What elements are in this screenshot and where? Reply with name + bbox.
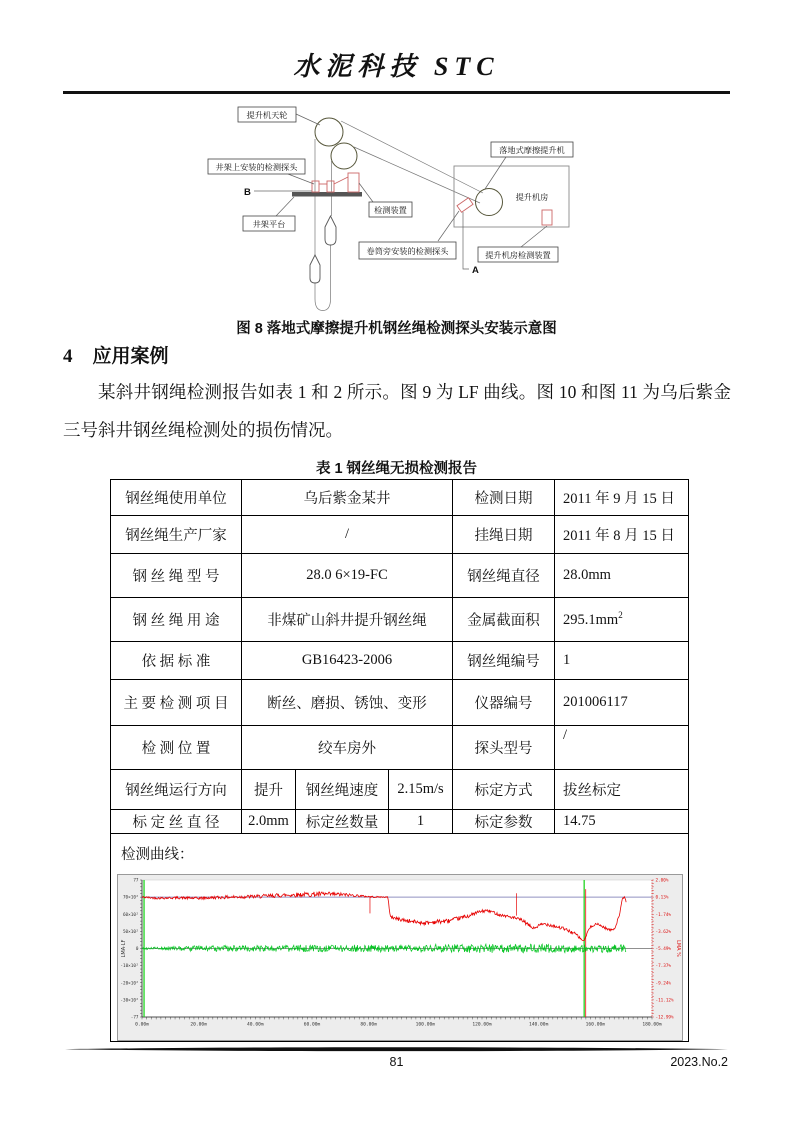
svg-text:-10×10²: -10×10² [119,964,138,970]
svg-text:0.13%: 0.13% [655,895,668,901]
section-heading [63,341,169,368]
field-value: 1 [555,642,689,680]
field-value: $295.1mm^2$ [555,598,689,642]
svg-text:120.00m: 120.00m [471,1022,492,1028]
label-texts [216,110,565,276]
field-label: 钢 丝 绳 型 号 [111,554,242,598]
platform-label: 井架平台 [252,220,286,229]
page-number: 81 [389,1055,404,1069]
inspection-report-table [110,479,689,1042]
field-label: 钢 丝 绳 用 途 [111,598,242,642]
superscript: 2 [618,610,623,621]
svg-text:-30×10²: -30×10² [119,998,138,1004]
svg-text:0.00m: 0.00m [134,1022,149,1028]
field-label: 标定方式 [453,770,555,810]
svg-text:70×10²: 70×10² [122,895,138,901]
svg-text:LMA·LF: LMA·LF [120,939,127,958]
svg-text:180.00m: 180.00m [641,1022,662,1028]
svg-text:-3.62%: -3.62% [655,929,671,935]
table-row [111,598,689,642]
platform-bar [292,192,362,197]
room-detector-shape [542,210,552,225]
drum-probe-shape [457,198,473,213]
drum-probe-label: 卷筒旁安装的检测探头 [366,247,449,256]
field-label: 钢丝绳直径 [453,554,555,598]
svg-text:-1.74%: -1.74% [655,912,671,918]
svg-text:80.00m: 80.00m [359,1022,377,1028]
header-rule [63,91,730,94]
field-value: 非煤矿山斜井提升钢丝绳 [242,598,453,642]
svg-text:-5.49%: -5.49% [655,947,671,953]
table-row [111,642,689,680]
point-b-label: B [244,187,251,198]
table-row [111,480,689,516]
field-label: 主 要 检 测 项 目 [111,680,242,726]
svg-text:100.00m: 100.00m [415,1022,435,1028]
field-label: 标定参数 [453,810,555,834]
point-a-label: A [472,265,479,276]
label-boxes [208,107,573,262]
svg-text:0: 0 [135,947,138,953]
body-paragraph: 某斜井钢绳检测报告如表 1 和 2 所示。图 9 为 LF 曲线。图 10 和图 11 为乌后紫金三号斜井钢丝绳检测处的损伤情况。 [63,382,731,440]
field-value: 断丝、磨损、锈蚀、变形 [242,680,453,726]
field-value: GB16423-2006 [242,642,453,680]
field-value: 1 [389,810,453,834]
field-value: 绞车房外 [242,726,453,770]
svg-text:-12.99%: -12.99% [655,1015,674,1021]
table-row [111,834,689,1042]
hoist-schematic [176,99,616,329]
derrick-probe-label: 井架上安装的检测探头 [215,163,298,172]
svg-text:20.00m: 20.00m [189,1022,207,1028]
curve-chart-svg [118,875,682,1035]
svg-text:2.00%: 2.00% [655,878,668,884]
table-row [111,810,689,834]
detector-label: 检测装置 [374,206,407,215]
floor-hoist-label: 落地式摩擦提升机 [499,146,565,155]
curve-row-cell [111,834,689,1042]
field-label: 标 定 丝 直 径 [111,810,242,834]
field-label: 仪器编号 [453,680,555,726]
svg-text:40.00m: 40.00m [246,1022,264,1028]
field-value: 201006117 [555,680,689,726]
field-value: 28.0 6×19-FC [242,554,453,598]
field-value: 2011 年 9 月 15 日 [555,480,689,516]
table-row [111,726,689,770]
svg-text:-20×10²: -20×10² [119,981,138,987]
issue-number: 2023.No.2 [670,1055,728,1069]
field-label: 探头型号 [453,726,555,770]
room-detector-label: 提升机房检测装置 [485,251,551,260]
detection-curve-chart [117,874,683,1041]
field-label: 标定丝数量 [296,810,389,834]
svg-text:LMA %: LMA % [674,940,681,957]
table-row [111,554,689,598]
field-label: 挂绳日期 [453,516,555,554]
figure8-diagram [176,99,616,329]
field-label: 钢丝绳运行方向 [111,770,242,810]
svg-text:160.00m: 160.00m [585,1022,605,1028]
counterweights [310,216,336,283]
field-label: 检 测 位 置 [111,726,242,770]
figure8-caption: 图 8 落地式摩擦提升机钢丝绳检测探头安装示意图 [236,321,557,337]
field-label: 依 据 标 准 [111,642,242,680]
svg-text:-9.24%: -9.24% [655,981,671,987]
field-value: / [555,726,689,770]
drum-wheel [476,189,503,216]
journal-title: 水泥科技 STC [293,52,500,81]
hoist-room-label: 提升机房 [515,193,549,202]
field-value: 14.75 [555,810,689,834]
svg-text:-7.37%: -7.37% [655,964,671,970]
field-value: 2.0mm [242,810,296,834]
field-label: 金属截面积 [453,598,555,642]
table-row [111,770,689,810]
field-value: 2.15m/s [389,770,453,810]
field-label: 钢丝绳速度 [296,770,389,810]
field-value: / [242,516,453,554]
table-row [111,680,689,726]
page-footer [63,1046,730,1086]
field-value: 2011 年 8 月 15 日 [555,516,689,554]
svg-text:50×10²: 50×10² [122,929,138,935]
sky-wheel-label: 提升机天轮 [246,111,288,120]
field-value: 28.0mm [555,554,689,598]
table1-title: 表 1 钢丝绳无损检测报告 [315,461,478,477]
svg-text:77: 77 [132,878,138,884]
section-number: 4 [63,346,73,367]
footer-rule [63,1046,730,1053]
field-label: 钢丝绳编号 [453,642,555,680]
svg-text:60.00m: 60.00m [303,1022,320,1028]
table-row [111,516,689,554]
field-value: 提升 [242,770,296,810]
platform-probes [312,173,359,192]
section-title: 应用案例 [92,346,169,367]
field-label: 钢丝绳使用单位 [111,480,242,516]
svg-text:-11.12%: -11.12% [655,998,674,1004]
curve-label: 检测曲线： [121,847,194,863]
svg-text:140.00m: 140.00m [528,1022,548,1028]
svg-text:60×10²: 60×10² [122,912,138,918]
field-value: 拔丝标定 [555,770,689,810]
field-value: 乌后紫金某井 [242,480,453,516]
field-label: 检测日期 [453,480,555,516]
svg-text:-77: -77 [130,1015,138,1021]
field-label: 钢丝绳生产厂家 [111,516,242,554]
